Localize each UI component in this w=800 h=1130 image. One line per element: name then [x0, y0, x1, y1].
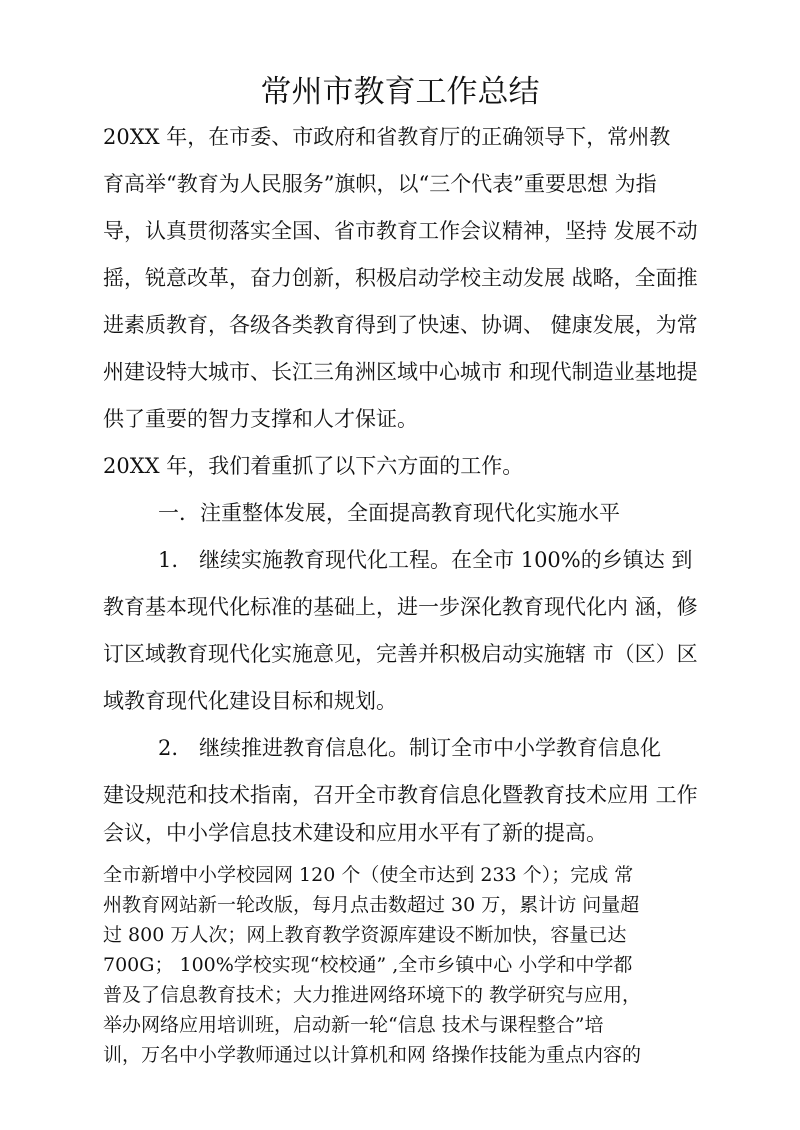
text-line: 域教育现代化建设目标和规划。 — [103, 689, 397, 713]
text-line: 供了重要的智力支撑和人才保证。 — [103, 407, 418, 431]
text-line: 建设规范和技术指南，召开全市教育信息化暨教育技术应用 工作 — [103, 783, 698, 807]
text-line: 育高举“教育为人民服务”旗帜，以“三个代表”重要思想 为指 — [103, 172, 657, 196]
text-line: 普及了信息教育技术；大力推进网络环境下的 教学研究与应用， — [103, 984, 642, 1006]
text-line: 2. 继续推进教育信息化。制订全市中小学教育信息化 — [158, 736, 662, 760]
section-heading: 一．注重整体发展，全面提高教育现代化实施水平 — [158, 501, 620, 525]
text-line: 训，万名中小学教师通过以计算机和网 络操作技能为重点内容的 — [103, 1044, 642, 1066]
text-line: 进素质教育，各级各类教育得到了快速、协调、 健康发展，为常 — [103, 313, 698, 337]
text-line: 举办网络应用培训班，启动新一轮“信息 技术与课程整合”培 — [103, 1014, 604, 1036]
document-title: 常州市教育工作总结 — [260, 74, 540, 110]
text-line: 订区域教育现代化实施意见，完善并积极启动实施辖 市（区）区 — [103, 642, 698, 666]
text-line: 摇，锐意改革，奋力创新，积极启动学校主动发展 战略，全面推 — [103, 266, 698, 290]
text-line: 教育基本现代化标准的基础上，进一步深化教育现代化内 涵，修 — [103, 595, 698, 619]
text-line: 过 800 万人次；网上教育教学资源库建设不断加快，容量已达 — [103, 924, 627, 946]
text-line: 1. 继续实施教育现代化工程。在全市 100%的乡镇达 到 — [158, 548, 693, 572]
text-line: 导，认真贯彻落实全国、省市教育工作会议精神，坚持 发展不动 — [103, 219, 698, 243]
text-line: 州建设特大城市、长江三角洲区域中心城市 和现代制造业基地提 — [103, 360, 698, 384]
text-line: 20XX 年，我们着重抓了以下六方面的工作。 — [103, 454, 524, 478]
text-line: 州教育网站新一轮改版，每月点击数超过 30 万，累计访 问量超 — [103, 894, 640, 916]
text-line: 全市新增中小学校园网 120 个（使全市达到 233 个）；完成 常 — [103, 864, 634, 886]
text-line: 700G； 100%学校实现“校校通” ,全市乡镇中心 小学和中学都 — [103, 954, 633, 976]
text-line: 20XX 年，在市委、市政府和省教育厅的正确领导下，常州教 — [103, 125, 671, 149]
text-line: 会议，中小学信息技术建设和应用水平有了新的提高。 — [103, 821, 607, 845]
